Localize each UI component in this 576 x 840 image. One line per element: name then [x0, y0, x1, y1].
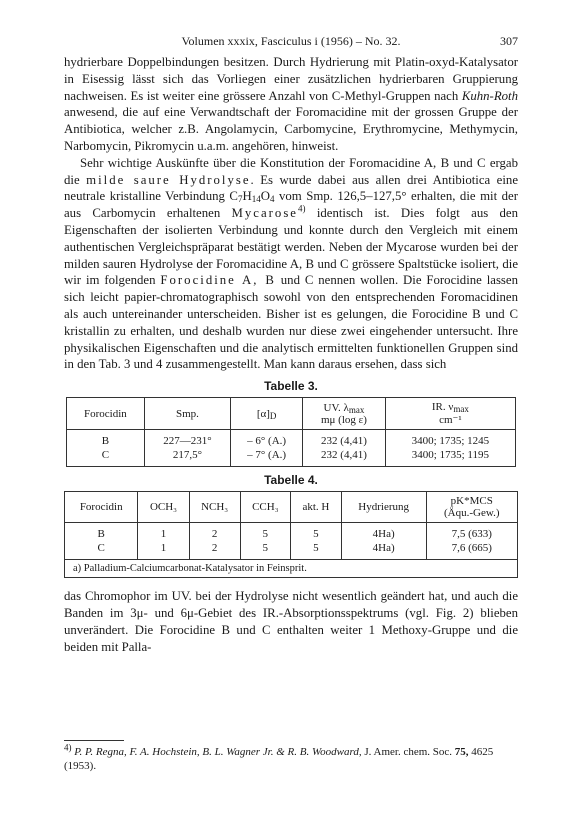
t4-header-cch3: CCH₃	[240, 492, 290, 523]
t4-header-pk: pK*MCS (Äqu.-Gew.)	[444, 495, 500, 520]
table-4	[64, 491, 518, 578]
table-row: B 1 2 5 5 4Ha) 7,5 (633)	[65, 527, 518, 541]
paragraph-2: Sehr wichtige Auskünfte über die Konstitution der Foromacidine A, B und C ergab die milde saure Hydrolyse. Es wurde dabei aus allen drei Antibiotica eine neutrale kristalline Verbindung $C_7H_{14}O_4$ vom Smp. 126,5–127,5° erhalten, die mit der aus Carbomycin erhaltenen Mycarose$^{4)}$ identisch ist. Dies folgt aus den Eigenschaften der isolierten Verbindung und konnte durch den Vergleich mit einem authentischen Vergleichspräparat bestätigt werden. Neben der Mycarose wurden bei der milden sauren Hydrolyse der Foromacidine A, B und C grössere Spaltstücke isoliert, die wir im folgenden Forocidine A, B und C nennen wollen. Die Forocidine lassen sich leicht papier-chromatographisch sowohl von den entsprechenden Foromacidinen als auch untereinander unterscheiden. Bisher ist es gelungen, die Forocidine B und C kristallin zu erhalten, und deshalb wurden nur diese zwei eingehender untersucht. Ihre physikalischen Eigenschaften und die analytisch ermittelten funktionellen Gruppen sind in den Tab. 3 und 4 zusammengestellt. Man kann daraus ersehen, dass sich	[64, 155, 518, 372]
table-4-caption: Tabelle 4.	[264, 473, 318, 488]
header-journal: Volumen xxxix, Fasciculus i (1956) – No. 32.	[181, 34, 401, 48]
table-4-footnote: a) Palladium-Calciumcarbonat-Katalysator in Feinsprit.	[65, 560, 518, 578]
kuhn-roth-name: Kuhn-Roth	[461, 88, 518, 103]
table-row: C 1 2 5 5 4Ha) 7,6 (665)	[65, 541, 518, 555]
table-3-caption: Tabelle 3.	[264, 379, 318, 394]
paragraph-1: hydrierbare Doppelbindungen besitzen. Durch Hydrierung mit Platin-oxyd-Katalysator in Eisessig lässt sich das Vorliegen einer zusätzlichen hydrierbaren Gruppierung nachweisen. Es ist weiter eine grössere Anzahl von C-Methyl-Gruppen nach Kuhn-Roth anwesend, die auf eine Verwandtschaft der Foromacidine mit der grossen Gruppe der Antibiotica, welcher z.B. Angolamycin, Carbomycine, Erythromycine, Methymycin, Narbomycin, Pikromycin u.a.m. angehören, hinweist.	[64, 55, 518, 153]
running-header	[64, 34, 518, 54]
footnote-rule	[64, 740, 124, 741]
t4-header-akt-h: akt. H	[290, 492, 341, 523]
paragraph-3: das Chromophor im UV. bei der Hydrolyse nicht wesentlich geändert hat, und auch die Banden im 3μ- und 6μ-Gebiet des IR.-Absorptionsspektrums (vgl. Fig. 2) blieben unverändert. Die Forocidine B und C enthalten weiter 1 Methoxy-Gruppe und die beiden mit Palla-	[64, 589, 518, 654]
t4-header-nch3: NCH₃	[189, 492, 240, 523]
t3-header-alpha: $[\alpha]_D$	[231, 398, 303, 430]
t4-header-hydrierung: Hydrierung	[341, 492, 426, 523]
t3-header-forocidin: Forocidin	[67, 398, 145, 430]
spaced-term-forocidine: Forocidine A, B	[160, 273, 276, 288]
page-content	[64, 34, 518, 655]
footnote-ref: 4)	[298, 203, 306, 214]
table-3	[66, 397, 516, 467]
body-text-continued	[64, 588, 518, 655]
spaced-term-mycarose: Mycarose	[231, 206, 298, 221]
t4-header-och3: OCH₃	[138, 492, 189, 523]
body-text	[64, 54, 518, 373]
footnote-authors: P. P. Regna, F. A. Hochstein, B. L. Wagner Jr. & R. B. Woodward,	[74, 746, 362, 758]
t3-header-ir: IR. $\nu_{max}$ cm⁻¹	[431, 401, 469, 427]
t3-header-smp: Smp.	[144, 398, 230, 430]
t4-header-forocidin: Forocidin	[65, 492, 138, 523]
table-row: C 217,5° – 7° (A.) 232 (4,41) 3400; 1735; 1195	[67, 448, 516, 462]
table-row: B 227—231° – 6° (A.) 232 (4,41) 3400; 1735; 1245	[67, 434, 516, 448]
spaced-term-hydrolyse: milde saure Hydrolyse	[86, 172, 251, 187]
page-footnote: $^{4)}$ P. P. Regna, F. A. Hochstein, B. L. Wagner Jr. & R. B. Woodward, J. Amer. chem. Soc. 75, 4625 (1953).	[64, 740, 518, 773]
page-number: 307	[500, 34, 518, 48]
t3-header-uv: UV. $\lambda_{max}$ mμ (log ε)	[303, 398, 386, 430]
